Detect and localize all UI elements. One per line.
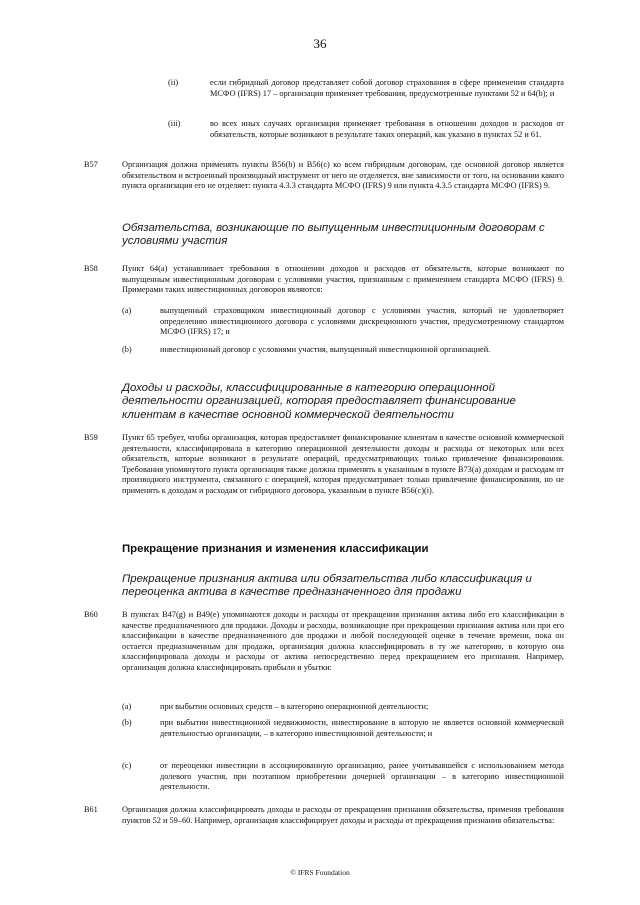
paragraph-number: B57 [84, 160, 98, 169]
list-item-label: (c) [122, 761, 132, 770]
list-item-label: (iii) [168, 119, 181, 128]
section-heading: Доходы и расходы, классифицированные в категорию операционной деятельности организацией, которая предоставляет финансирование клиентам в качестве основной коммерческой деятельности [122, 382, 516, 421]
page-number: 36 [313, 36, 327, 51]
list-item-text: если гибридный договор представляет собой договор страхования в сфере применения стандарта МСФО (IFRS) 17 – организация применяет требования, предусмотренные пунктами 52 и 64(b); и [210, 78, 564, 98]
paragraph-number: B58 [84, 264, 98, 273]
paragraph-text: Организация должна классифицировать доходы и расходы от прекращения признания обязательства, применяя требования пунктов 52 и 59–60. Например, организация классифицирует доходы и расходы от прекращения признания обязательства: [122, 805, 564, 825]
list-item-text: выпущенный страховщиком инвестиционный договор с условиями участия, который не удовлетворяет определению инвестиционного договора с условиями дискреционного участия, предусмотренному стандартом МСФО (IFRS) 17; и [160, 306, 564, 337]
list-item-label: (b) [122, 718, 132, 727]
paragraph-number: B59 [84, 433, 98, 442]
list-item-text: инвестиционный договор с условиями участия, выпущенный инвестиционной организацией. [160, 345, 491, 354]
paragraph-number: B60 [84, 610, 98, 619]
list-item-label: (a) [122, 702, 132, 711]
list-item-text: во всех иных случаях организация применяет требования в отношении доходов и расходов от обязательств, которые возникают в результате таких операций, как указано в пунктах 52 и 61. [210, 119, 564, 139]
section-heading: Прекращение признания и изменения классификации [122, 543, 429, 555]
section-heading: Обязательства, возникающие по выпущенным инвестиционным договорам с условиями участия [122, 222, 545, 248]
list-item-text: при выбытии основных средств – в категорию операционной деятельности; [160, 702, 429, 711]
section-heading: Прекращение признания актива или обязательства либо классификация и переоценка актива в качестве предназначенного для продажи [122, 573, 532, 599]
page-footer: © IFRS Foundation [290, 868, 350, 877]
list-item-text: от переоценки инвестиции в ассоциированную организацию, ранее учитывавшейся с использованием метода долевого участия, при поэтапном приобретении дочерней организации – в категорию инвестиционной деятельности. [160, 761, 564, 792]
paragraph-text: Пункт 65 требует, чтобы организация, которая предоставляет финансирование клиентам в качестве основной коммерческой деятельности, классифицировала в категорию операционной деятельности доходы и расходы от некоторых или всех обязательств, которые возникают в результате операций, предусматривающих только привлечение финансирования. Требования упомянутого пункта организация также должна применять к указанным в пункте B73(a) доходам и расходам от производного инструмента, связанного с операцией, которая предусматривает только привлечение финансирования, но не применять к доходам и расходам от гибридного договора, указанным в пункте B56(c)(i). [122, 433, 564, 495]
paragraph-number: B61 [84, 805, 98, 814]
list-item-text: при выбытии инвестиционной недвижимости, инвестирование в которую не является основной коммерческой деятельностью организации, – в категорию инвестиционной деятельности; и [160, 718, 564, 738]
paragraph-text: Организация должна применять пункты B56(b) и B56(c) ко всем гибридным договорам, где основной договор является обязательством и встроенный производный инструмент от него не отделяется, вне зависимости от того, на основании какого пункта организация его не отделяет: пункта 4.3.3 стандарта МСФО (IFRS) 9 или пункта 4.3.5 стандарта МСФО (IFRS) 9. [122, 160, 564, 191]
paragraph-text: В пунктах B47(g) и B49(e) упоминаются доходы и расходы от прекращения признания актива либо его классификации в качестве предназначенного для продажи. Доходы и расходы, возникающие при прекращении признания актива или при его классификации в качестве предназначенного для продажи и любой последующей оценке в течение времени, пока он остается предназначенным для продажи, организация должна классифицировать в ту же категорию, в которую она классифицировала доходы и расходы от актива непосредственно перед прекращением его признания. Например, организация должна классифицировать прибыли и убытки: [122, 610, 564, 672]
list-item-label: (a) [122, 306, 132, 315]
paragraph-text: Пункт 64(a) устанавливает требования в отношении доходов и расходов от обязательств, которые возникают по выпущенным инвестиционным договорам с условиями участия, признанным с применением стандарта МСФО (IFRS) 9. Примерами таких инвестиционных договоров являются: [122, 264, 564, 295]
list-item-label: (ii) [168, 78, 179, 87]
list-item-label: (b) [122, 345, 132, 354]
